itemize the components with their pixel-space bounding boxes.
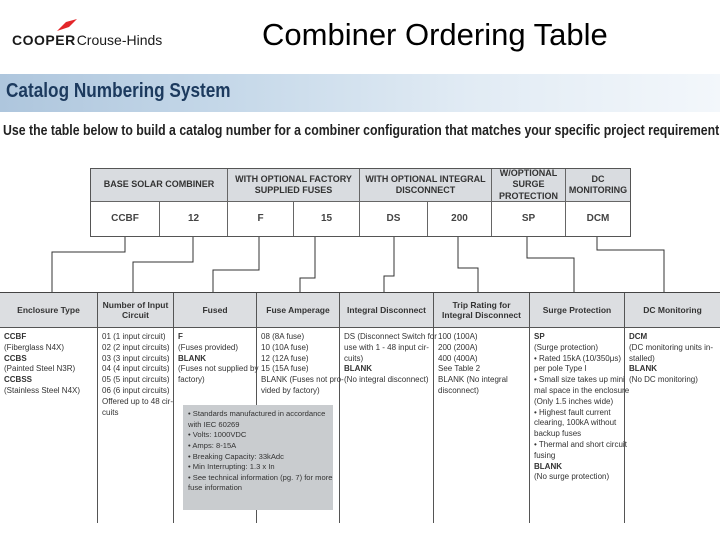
cell-line: (Fuses provided) (178, 342, 239, 352)
cell-line: (Painted Steel N3R) (4, 364, 76, 374)
ordering-table (0, 292, 720, 523)
logo-sub: Crouse-Hinds (76, 32, 163, 48)
cell-line: 08 (8A fuse) (261, 332, 305, 341)
cell-line: 12 (12A fuse) (261, 353, 309, 363)
cell-line: cuits) (344, 353, 364, 363)
slide-title: Combiner Ordering Table (262, 17, 608, 52)
cell-line: CCBF (4, 332, 27, 341)
cell-line: (No integral disconnect) (344, 375, 429, 385)
col-integral-disconnect (340, 293, 437, 523)
cell-line: (No surge protection) (534, 472, 610, 482)
connector-line (384, 237, 394, 292)
cell-line: SP (534, 332, 545, 341)
cell-line: (No DC monitoring) (629, 375, 698, 385)
cell-line: (Fiberglass N4X) (4, 342, 65, 352)
connector-line (597, 237, 664, 292)
header-base-combiner: BASE SOLAR COMBINER (91, 169, 228, 202)
cell-line: BLANK (No integral (438, 375, 508, 385)
catalog-value-circuits: 12 (160, 202, 228, 236)
cell-line: (Fuses not supplied by (178, 364, 259, 374)
connector-line (213, 237, 259, 292)
cell-line: use with 1 - 48 input cir- (344, 342, 429, 352)
cell-line: Offered up to 48 cir- (102, 396, 173, 406)
connector-line (133, 237, 193, 292)
catalog-number-box (90, 168, 631, 237)
cell-line: BLANK (344, 364, 372, 374)
col-body (340, 328, 437, 390)
cell-line: BLANK (178, 353, 206, 363)
col-surge-protection (530, 293, 630, 523)
col-header: Surge Protection (530, 293, 624, 328)
catalog-value-disconnect: DS (360, 202, 428, 236)
cell-line: vided by factory) (261, 385, 320, 395)
cell-line: per pole Type I (534, 364, 587, 374)
info-line: • Amps: 8-15A (188, 440, 237, 450)
col-input-circuit (98, 293, 174, 523)
col-body (434, 328, 529, 401)
info-line: • Breaking Capacity: 33kAdc (188, 451, 284, 461)
header-surge-protection: W/OPTIONAL SURGE PROTECTION (492, 169, 566, 202)
col-header: DC Monitoring (625, 293, 720, 328)
info-line: • Volts: 1000VDC (188, 430, 247, 440)
header-optional-disconnect: WITH OPTIONAL INTEGRAL DISCONNECT (360, 169, 492, 202)
connector-line (458, 237, 478, 292)
col-body (174, 328, 259, 390)
cell-line: BLANK (534, 461, 562, 471)
cell-line: fusing (534, 450, 556, 460)
cell-line: 10 (10A fuse) (261, 342, 309, 352)
col-dc-monitoring (625, 293, 720, 523)
cell-line: CCBSS (4, 375, 33, 385)
info-line: with IEC 60269 (188, 419, 240, 429)
connector-line (52, 237, 125, 292)
connector-line (300, 237, 315, 292)
col-header: Fused (174, 293, 256, 328)
cell-line: clearing, 100kA without (534, 418, 617, 428)
header-optional-fuses: WITH OPTIONAL FACTORY SUPPLIED FUSES (228, 169, 360, 202)
cell-line: 400 (400A) (438, 353, 478, 363)
instruction-text: Use the table below to build a catalog number for a combiner configuration that matches your specific project requirement (3, 122, 720, 139)
info-line: fuse information (188, 483, 243, 493)
connector-line (527, 237, 574, 292)
catalog-value-dc: DCM (566, 202, 630, 236)
col-body (530, 328, 630, 487)
col-header: Trip Rating for Integral Disconnect (434, 293, 529, 328)
cell-line: disconnect) (438, 385, 479, 395)
col-enclosure-type (0, 293, 98, 523)
cell-line: 06 (6 input circuits) (102, 385, 170, 395)
col-header: Enclosure Type (0, 293, 97, 328)
col-body (625, 328, 720, 390)
cell-line: 05 (5 input circuits) (102, 375, 170, 385)
catalog-value-fused: F (228, 202, 294, 236)
cell-line: backup fuses (534, 429, 582, 439)
info-line: • Standards manufactured in accordance (188, 409, 326, 418)
col-body (257, 328, 344, 401)
cell-line: 01 (1 input circuit) (102, 332, 166, 341)
cell-line: CCBS (4, 353, 27, 363)
cell-line: • Thermal and short circuit (534, 439, 627, 449)
cell-line: See Table 2 (438, 364, 481, 374)
catalog-value-enclosure: CCBF (91, 202, 160, 236)
cell-line: 02 (2 input circuits) (102, 342, 170, 352)
logo-brand: COOPER (12, 32, 76, 48)
cell-line: • Highest fault current (534, 407, 611, 417)
cell-line: DS (Disconnect Switch for (344, 332, 437, 341)
cell-line: (Surge protection) (534, 342, 599, 352)
col-header: Fuse Amperage (257, 293, 339, 328)
cell-line: 100 (100A) (438, 332, 478, 341)
cell-line: DCM (629, 332, 648, 341)
header-dc-monitoring: DC MONITORING (566, 169, 630, 202)
cell-line: F (178, 332, 183, 341)
cell-line: • Small size takes up mini (534, 375, 625, 385)
section-banner (0, 74, 720, 112)
cell-line: factory) (178, 375, 205, 385)
col-trip-rating (434, 293, 530, 523)
catalog-value-trip-rating: 200 (428, 202, 492, 236)
cell-line: mal space in the enclosure (534, 385, 630, 395)
logo-swoosh-icon (56, 18, 78, 32)
catalog-value-amperage: 15 (294, 202, 360, 236)
cell-line: 04 (4 input circuits) (102, 364, 170, 374)
info-line: • See technical information (pg. 7) for more (188, 472, 333, 482)
col-header: Integral Disconnect (340, 293, 433, 328)
col-header: Number of Input Circuit (98, 293, 173, 328)
col-body (98, 328, 173, 422)
cell-line: cuits (102, 407, 119, 417)
cell-line: (DC monitoring units in- (629, 342, 714, 352)
company-logo (12, 24, 162, 48)
cell-line: 15 (15A fuse) (261, 364, 309, 374)
cell-line: 03 (3 input circuits) (102, 353, 170, 363)
cell-line: BLANK (Fuses not pro- (261, 375, 344, 385)
cell-line: • Rated 15kA (10/350μs) (534, 353, 622, 363)
banner-title: Catalog Numbering System (6, 80, 231, 102)
cell-line: BLANK (629, 364, 657, 374)
cell-line: (Only 1.5 inches wide) (534, 396, 614, 406)
info-line: • Min Interrupting: 1.3 x In (188, 462, 275, 472)
fuse-info-box (183, 405, 333, 510)
cell-line: (Stainless Steel N4X) (4, 385, 81, 395)
cell-line: 200 (200A) (438, 342, 478, 352)
cell-line: stalled) (629, 353, 655, 363)
catalog-value-surge: SP (492, 202, 566, 236)
col-body (0, 328, 97, 401)
